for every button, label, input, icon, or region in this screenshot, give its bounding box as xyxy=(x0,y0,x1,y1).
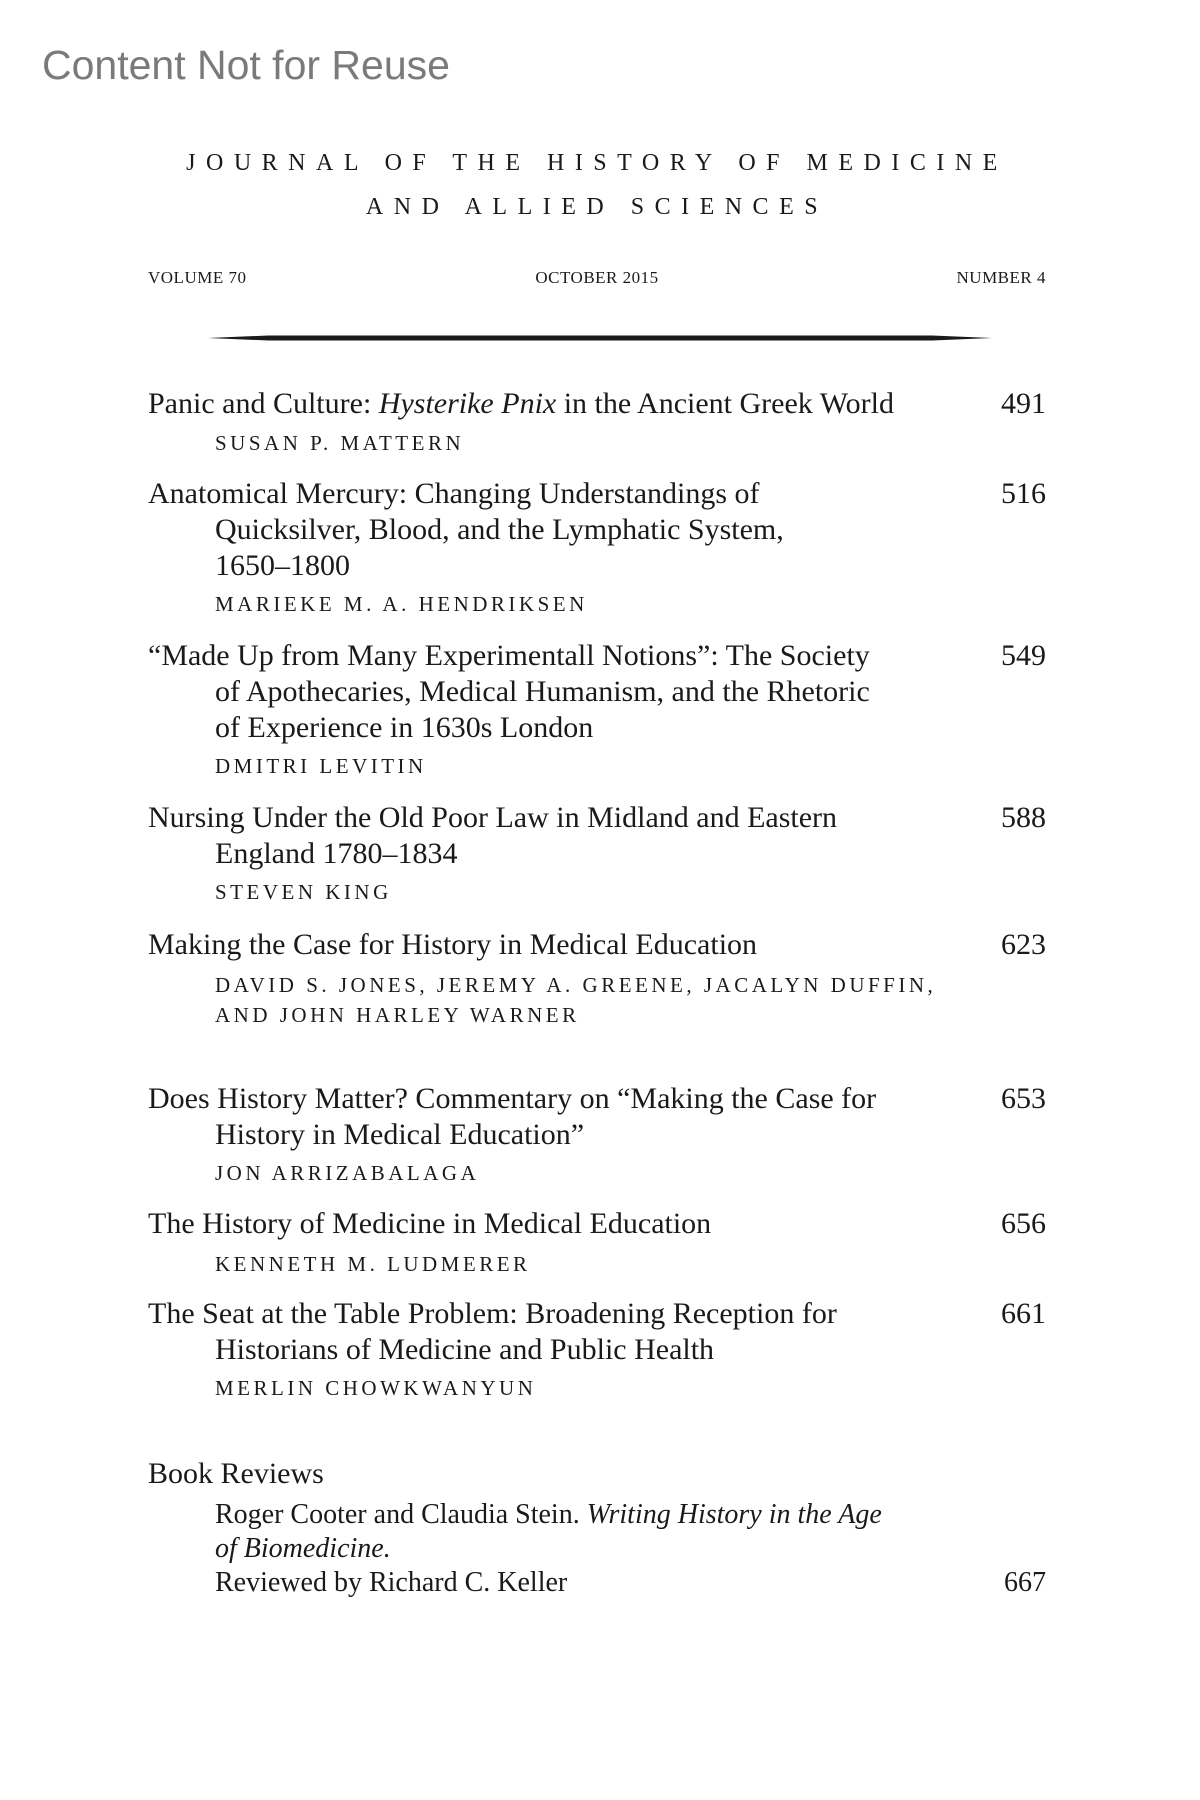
article-title-line: of Experience in 1630s London xyxy=(215,711,594,744)
page-number: 623 xyxy=(1001,928,1046,961)
article-title-line: England 1780–1834 xyxy=(215,837,458,870)
review-book-title: of Biomedicine. xyxy=(215,1533,391,1564)
article-author: MARIEKE M. A. HENDRIKSEN xyxy=(215,592,588,616)
review-book-authors: Roger Cooter and Claudia Stein. xyxy=(215,1499,587,1530)
article-title-line: of Apothecaries, Medical Humanism, and the Rhetoric xyxy=(215,675,870,708)
article-title xyxy=(148,1081,990,1153)
article-title-line: The Seat at the Table Problem: Broadening Reception for xyxy=(148,1297,837,1330)
review-reviewer: Reviewed by Richard C. Keller xyxy=(215,1567,568,1598)
article-title-text: in the Ancient Greek World xyxy=(556,387,894,420)
article-author: AND JOHN HARLEY WARNER xyxy=(215,1003,580,1027)
article-title xyxy=(148,1206,990,1242)
watermark: Content Not for Reuse xyxy=(42,42,450,88)
article-author: DMITRI LEVITIN xyxy=(215,754,427,778)
article-title-line: The History of Medicine in Medical Education xyxy=(148,1207,712,1240)
article-title-line: Does History Matter? Commentary on “Making the Case for xyxy=(148,1082,877,1115)
article-title-line: Quicksilver, Blood, and the Lymphatic System, xyxy=(215,513,784,546)
article-title-italic: Hysterike Pnix xyxy=(378,387,557,420)
article-title xyxy=(148,1296,990,1368)
article-title-line: “Made Up from Many Experimentall Notions”: The Society xyxy=(148,639,870,672)
page-number: 661 xyxy=(1001,1297,1046,1330)
volume-label: VOLUME 70 xyxy=(148,268,247,287)
article-title-line: Making the Case for History in Medical Education xyxy=(148,928,758,961)
article-title xyxy=(148,927,990,963)
article-author: KENNETH M. LUDMERER xyxy=(215,1252,531,1276)
page-number: 516 xyxy=(1001,477,1046,510)
review-book-title: Writing History in the Age xyxy=(586,1499,882,1530)
page-number: 667 xyxy=(1004,1567,1046,1598)
article-title-line: Nursing Under the Old Poor Law in Midland and Eastern xyxy=(148,801,838,834)
article-title-line: 1650–1800 xyxy=(215,549,350,582)
article-author: SUSAN P. MATTERN xyxy=(215,431,465,455)
page-number: 588 xyxy=(1001,801,1046,834)
issue-number: NUMBER 4 xyxy=(956,268,1046,287)
article-title xyxy=(148,800,990,872)
header-rule xyxy=(208,334,992,342)
article-author: JON ARRIZABALAGA xyxy=(215,1161,480,1185)
journal-title-line1: JOURNAL OF THE HISTORY OF MEDICINE xyxy=(186,150,1008,176)
article-title-line: Anatomical Mercury: Changing Understandings of xyxy=(148,477,760,510)
page-number: 653 xyxy=(1001,1082,1046,1115)
article-author: STEVEN KING xyxy=(215,880,392,904)
issue-info xyxy=(148,268,1046,292)
article-title-line: Historians of Medicine and Public Health xyxy=(215,1333,715,1366)
page-number: 549 xyxy=(1001,639,1046,672)
book-reviews-heading: Book Reviews xyxy=(148,1457,324,1490)
journal-title-line2: AND ALLIED SCIENCES xyxy=(365,194,829,220)
article-title xyxy=(148,476,990,584)
article-title-text: Panic and Culture: xyxy=(148,387,379,420)
article-title-line: History in Medical Education” xyxy=(215,1118,585,1151)
issue-date: OCTOBER 2015 xyxy=(535,268,659,287)
article-author: MERLIN CHOWKWANYUN xyxy=(215,1376,537,1400)
page-number: 491 xyxy=(1001,387,1046,420)
article-author: DAVID S. JONES, JEREMY A. GREENE, JACALYN DUFFIN, xyxy=(215,973,937,997)
page-number: 656 xyxy=(1001,1207,1046,1240)
article-title xyxy=(148,386,990,422)
article-title xyxy=(148,638,990,746)
book-review-entry[interactable] xyxy=(215,1498,1046,1600)
